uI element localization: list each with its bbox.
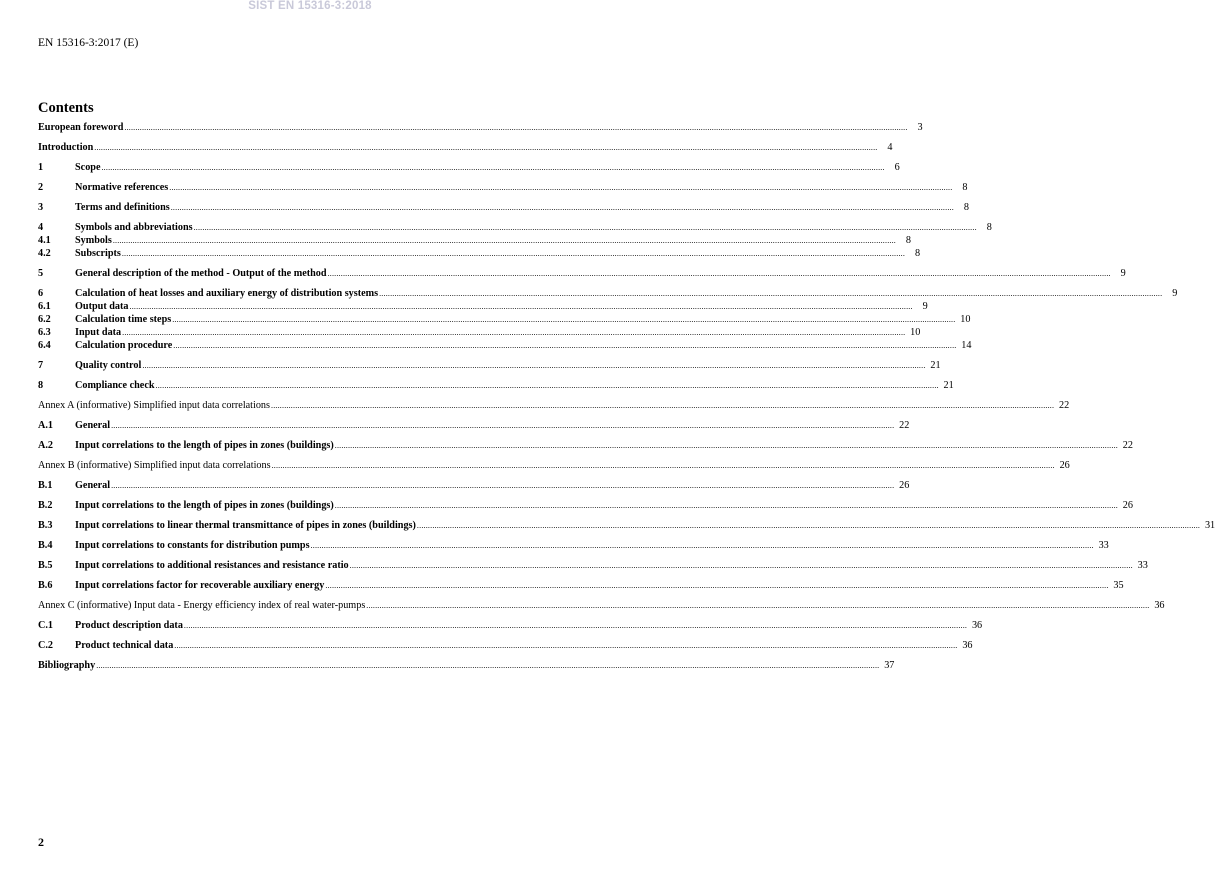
toc-entry-number: 6.2 — [38, 314, 51, 325]
toc-dot-leader — [169, 181, 952, 194]
toc-entry-number: C.2 — [38, 640, 53, 651]
toc-entry-title: European foreword — [38, 122, 124, 133]
document-reference: EN 15316-3:2017 (E) — [38, 37, 139, 49]
toc-entry[interactable] — [38, 399, 1070, 412]
toc-entry-number: 6 — [38, 288, 44, 299]
toc-entry-title: Bibliography — [38, 660, 96, 671]
toc-entry-page: 8 — [963, 202, 969, 213]
toc-entry[interactable] — [38, 221, 992, 234]
toc-entry[interactable] — [38, 439, 1133, 452]
toc-entry-title: Compliance check — [75, 380, 155, 391]
toc-entry[interactable] — [38, 313, 971, 326]
toc-entry[interactable] — [38, 300, 928, 313]
toc-dot-leader — [366, 599, 1149, 612]
toc-dot-leader — [142, 359, 925, 372]
toc-entry-page: 22 — [899, 420, 910, 431]
toc-entry[interactable] — [38, 619, 983, 632]
toc-entry[interactable] — [38, 499, 1133, 512]
toc-dot-leader — [130, 300, 913, 313]
toc-entry[interactable] — [38, 419, 910, 432]
toc-dot-leader — [184, 619, 967, 632]
toc-entry[interactable] — [38, 479, 910, 492]
toc-dot-leader — [101, 161, 884, 174]
toc-dot-leader — [111, 419, 894, 432]
toc-entry[interactable] — [38, 359, 941, 372]
toc-entry-page: 33 — [1137, 560, 1148, 571]
contents-heading: Contents — [38, 100, 94, 116]
toc-entry-title: Symbols — [75, 235, 112, 246]
toc-entry-number: 6.3 — [38, 327, 51, 338]
toc-entry-title: Subscripts — [75, 248, 121, 259]
toc-dot-leader — [194, 221, 977, 234]
toc-dot-leader — [122, 247, 905, 260]
toc-entry-title: Scope — [75, 162, 101, 173]
toc-entry[interactable] — [38, 339, 972, 352]
toc-entry-title: Input correlations to the length of pipes in zones (buildings) — [75, 500, 334, 511]
toc-entry-number: 6.1 — [38, 301, 51, 312]
toc-dot-leader — [111, 479, 894, 492]
toc-entry[interactable] — [38, 539, 1109, 552]
toc-dot-leader — [335, 499, 1118, 512]
toc-entry-page: 4 — [887, 142, 893, 153]
toc-entry[interactable] — [38, 559, 1148, 572]
toc-dot-leader — [173, 339, 956, 352]
toc-entry-number: 3 — [38, 202, 44, 213]
toc-dot-leader — [311, 539, 1094, 552]
toc-entry-page: 3 — [917, 122, 923, 133]
toc-entry[interactable] — [38, 121, 923, 134]
toc-entry-title: Input correlations to the length of pipes in zones (buildings) — [75, 440, 334, 451]
toc-entry-title: Input correlations to constants for distribution pumps — [75, 540, 310, 551]
toc-dot-leader — [122, 326, 905, 339]
toc-entry-page: 36 — [1154, 600, 1165, 611]
toc-entry-number: B.1 — [38, 480, 53, 491]
toc-entry-number: A.1 — [38, 420, 53, 431]
toc-entry-number: B.6 — [38, 580, 53, 591]
toc-entry-page: 21 — [930, 360, 941, 371]
toc-entry[interactable] — [38, 287, 1178, 300]
toc-entry-title: Output data — [75, 301, 129, 312]
toc-entry-page: 14 — [961, 340, 972, 351]
toc-entry-title: Calculation procedure — [75, 340, 173, 351]
toc-entry[interactable] — [38, 599, 1165, 612]
toc-entry-title: Product technical data — [75, 640, 174, 651]
toc-entry[interactable] — [38, 659, 895, 672]
toc-dot-leader — [96, 659, 879, 672]
toc-dot-leader — [94, 141, 877, 154]
toc-dot-leader — [174, 639, 957, 652]
toc-entry[interactable] — [38, 579, 1124, 592]
toc-dot-leader — [113, 234, 896, 247]
toc-entry-title: Annex A (informative) Simplified input data correlations — [38, 400, 270, 411]
toc-entry-number: 6.4 — [38, 340, 51, 351]
toc-dot-leader — [124, 121, 907, 134]
toc-dot-leader — [271, 399, 1054, 412]
toc-entry-title: Annex B (informative) Simplified input data correlations — [38, 460, 271, 471]
toc-entry-page: 26 — [1059, 460, 1070, 471]
toc-entry[interactable] — [38, 161, 900, 174]
toc-entry-page: 22 — [1059, 400, 1070, 411]
toc-dot-leader — [417, 519, 1200, 532]
toc-entry-page: 6 — [894, 162, 900, 173]
toc-dot-leader — [171, 201, 954, 214]
toc-entry[interactable] — [38, 181, 968, 194]
toc-entry-title: Input correlations to additional resistances and resistance ratio — [75, 560, 349, 571]
toc-entry-page: 8 — [914, 248, 921, 259]
toc-entry-number: 2 — [38, 182, 44, 193]
toc-entry-number: B.2 — [38, 500, 53, 511]
toc-dot-leader — [156, 379, 939, 392]
page-number: 2 — [38, 835, 44, 849]
toc-entry[interactable] — [38, 459, 1070, 472]
toc-entry[interactable] — [38, 326, 921, 339]
toc-entry-number: 7 — [38, 360, 44, 371]
toc-entry[interactable] — [38, 247, 921, 260]
toc-entry-number: 4.2 — [38, 248, 51, 259]
toc-entry[interactable] — [38, 639, 973, 652]
toc-entry-page: 37 — [884, 660, 895, 671]
toc-entry-number: 8 — [38, 380, 44, 391]
toc-entry-page: 8 — [905, 235, 912, 246]
toc-entry-number: 4.1 — [38, 235, 51, 246]
toc-dot-leader — [172, 313, 955, 326]
toc-entry[interactable] — [38, 234, 912, 247]
toc-entry-title: Input correlations to linear thermal transmittance of pipes in zones (buildings) — [75, 520, 416, 531]
toc-entry-page: 35 — [1113, 580, 1124, 591]
toc-dot-leader — [335, 439, 1118, 452]
toc-entry-number: 1 — [38, 162, 44, 173]
toc-entry-page: 9 — [1120, 268, 1126, 279]
toc-dot-leader — [379, 287, 1162, 300]
toc-entry-title: Terms and definitions — [75, 202, 170, 213]
toc-entry-page: 26 — [899, 480, 910, 491]
toc-entry-page: 8 — [962, 182, 968, 193]
toc-entry-title: Calculation time steps — [75, 314, 172, 325]
toc-entry[interactable] — [38, 519, 1215, 532]
toc-entry-page: 8 — [986, 222, 992, 233]
toc-entry-title: Calculation of heat losses and auxiliary energy of distribution systems — [75, 288, 379, 299]
toc-entry-page: 22 — [1122, 440, 1133, 451]
toc-entry-title: Input data — [75, 327, 122, 338]
toc-entry-title: General — [75, 420, 111, 431]
toc-entry-page: 31 — [1204, 520, 1215, 531]
toc-entry-title: Annex C (informative) Input data - Energy efficiency index of real water-pumps — [38, 600, 366, 611]
toc-entry-title: Quality control — [75, 360, 142, 371]
toc-entry-page: 9 — [1172, 288, 1178, 299]
toc-entry-number: B.5 — [38, 560, 53, 571]
toc-entry-page: 10 — [910, 327, 921, 338]
toc-entry[interactable] — [38, 201, 969, 214]
toc-entry-title: General description of the method - Output of the method — [75, 268, 327, 279]
toc-entry-title: Symbols and abbreviations — [75, 222, 193, 233]
toc-entry-title: General — [75, 480, 111, 491]
toc-entry-title: Input correlations factor for recoverable auxiliary energy — [75, 580, 325, 591]
toc-entry-number: 5 — [38, 268, 44, 279]
table-of-contents — [38, 121, 1215, 672]
toc-dot-leader — [328, 267, 1111, 280]
toc-entry-title: Introduction — [38, 142, 94, 153]
toc-entry-number: 4 — [38, 222, 44, 233]
toc-entry-page: 10 — [960, 314, 971, 325]
toc-entry[interactable] — [38, 379, 954, 392]
toc-entry-page: 9 — [922, 301, 928, 312]
toc-entry-page: 36 — [962, 640, 973, 651]
toc-entry-number: A.2 — [38, 440, 53, 451]
toc-entry-title: Normative references — [75, 182, 169, 193]
toc-entry-page: 36 — [971, 620, 983, 631]
toc-dot-leader — [272, 459, 1055, 472]
toc-entry[interactable] — [38, 267, 1126, 280]
toc-entry-page: 26 — [1122, 500, 1133, 511]
toc-entry-page: 33 — [1098, 540, 1109, 551]
toc-entry-number: B.4 — [38, 540, 53, 551]
toc-dot-leader — [350, 559, 1133, 572]
toc-entry[interactable] — [38, 141, 893, 154]
watermark: SIST EN 15316-3:2018 — [248, 0, 372, 12]
toc-entry-number: B.3 — [38, 520, 53, 531]
toc-entry-number: C.1 — [38, 620, 53, 631]
toc-entry-page: 21 — [943, 380, 954, 391]
toc-dot-leader — [325, 579, 1108, 592]
toc-entry-title: Product description data — [75, 620, 183, 631]
